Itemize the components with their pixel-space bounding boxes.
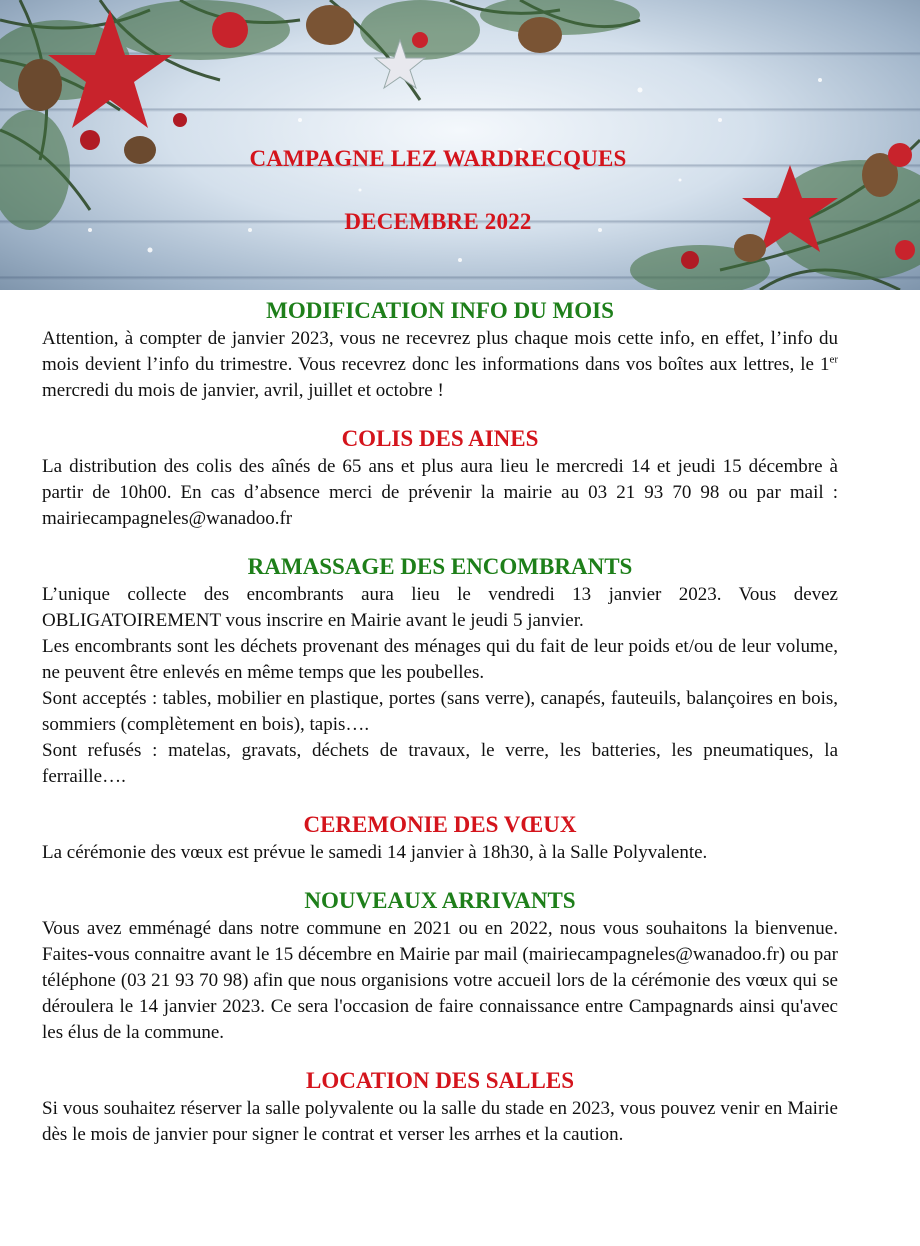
section-heading: MODIFICATION INFO DU MOIS bbox=[266, 298, 614, 323]
section-ceremonie-des-voeux bbox=[42, 810, 838, 866]
section-colis-des-aines bbox=[42, 424, 838, 532]
newsletter-content bbox=[42, 296, 838, 1148]
section-paragraph: Sont refusés : matelas, gravats, déchets de travaux, le verre, les batteries, les pneumatiques, la ferraille…. bbox=[42, 740, 838, 787]
banner-title: CAMPAGNE LEZ WARDRECQUES bbox=[249, 146, 627, 171]
section-nouveaux-arrivants bbox=[42, 886, 838, 1046]
section-paragraph: Sont acceptés : tables, mobilier en plastique, portes (sans verre), canapés, fauteuils, balançoires en bois, sommiers (complètement en bois), tapis…. bbox=[42, 688, 838, 735]
section-paragraph: Attention, à compter de janvier 2023, vous ne recevrez plus chaque mois cette info, en effet, l’info du mois devient l’info du trimestre. Vous recevrez donc les informations dans vos boîtes aux lettres, le 1er mercredi du mois de janvier, avril, juillet et octobre ! bbox=[42, 328, 838, 401]
banner-subtitle: DECEMBRE 2022 bbox=[344, 209, 532, 234]
section-location-des-salles bbox=[42, 1066, 838, 1148]
section-paragraph: Les encombrants sont les déchets provenant des ménages qui du fait de leur poids et/ou de leur volume, ne peuvent être enlevés en même temps que les poubelles. bbox=[42, 636, 838, 683]
section-heading: COLIS DES AINES bbox=[341, 426, 539, 451]
section-paragraph: La distribution des colis des aînés de 65 ans et plus aura lieu le mercredi 14 et jeudi 15 décembre à partir de 10h00. En cas d’absence merci de prévenir la mairie au 03 21 93 70 98 ou par mail : mairiecampagneles@wanadoo.fr bbox=[42, 456, 838, 529]
section-paragraph: Si vous souhaitez réserver la salle polyvalente ou la salle du stade en 2023, vous pouvez venir en Mairie dès le mois de janvier pour signer le contrat et verser les arrhes et la caution. bbox=[42, 1098, 838, 1145]
section-encombrants bbox=[42, 552, 838, 790]
section-paragraph: La cérémonie des vœux est prévue le samedi 14 janvier à 18h30, à la Salle Polyvalente. bbox=[42, 842, 708, 863]
section-heading: RAMASSAGE DES ENCOMBRANTS bbox=[247, 554, 633, 579]
section-heading: CEREMONIE DES VŒUX bbox=[303, 812, 577, 837]
section-paragraph: L’unique collecte des encombrants aura lieu le vendredi 13 janvier 2023. Vous devez OBLIGATOIREMENT vous inscrire en Mairie avant le jeudi 5 janvier. bbox=[42, 584, 838, 631]
pine-cone-left bbox=[18, 59, 62, 111]
section-heading: NOUVEAUX ARRIVANTS bbox=[304, 888, 576, 913]
section-heading: LOCATION DES SALLES bbox=[306, 1068, 574, 1093]
section-paragraph: Vous avez emménagé dans notre commune en 2021 ou en 2022, nous vous souhaitons la bienvenue. Faites-vous connaitre avant le 15 décembre en Mairie par mail (mairiecampagneles@wanadoo.fr) ou par téléphone (03 21 93 70 98) afin que nous organisions votre accueil lors de la cérémonie des vœux qui se déroulera le 14 janvier 2023. Ce sera l'occasion de faire connaissance entre Campagnards ainsi qu'avec les élus de la commune. bbox=[42, 918, 838, 1043]
section-info-du-mois bbox=[42, 296, 838, 404]
banner-decoration bbox=[0, 0, 920, 290]
christmas-banner bbox=[0, 0, 920, 290]
